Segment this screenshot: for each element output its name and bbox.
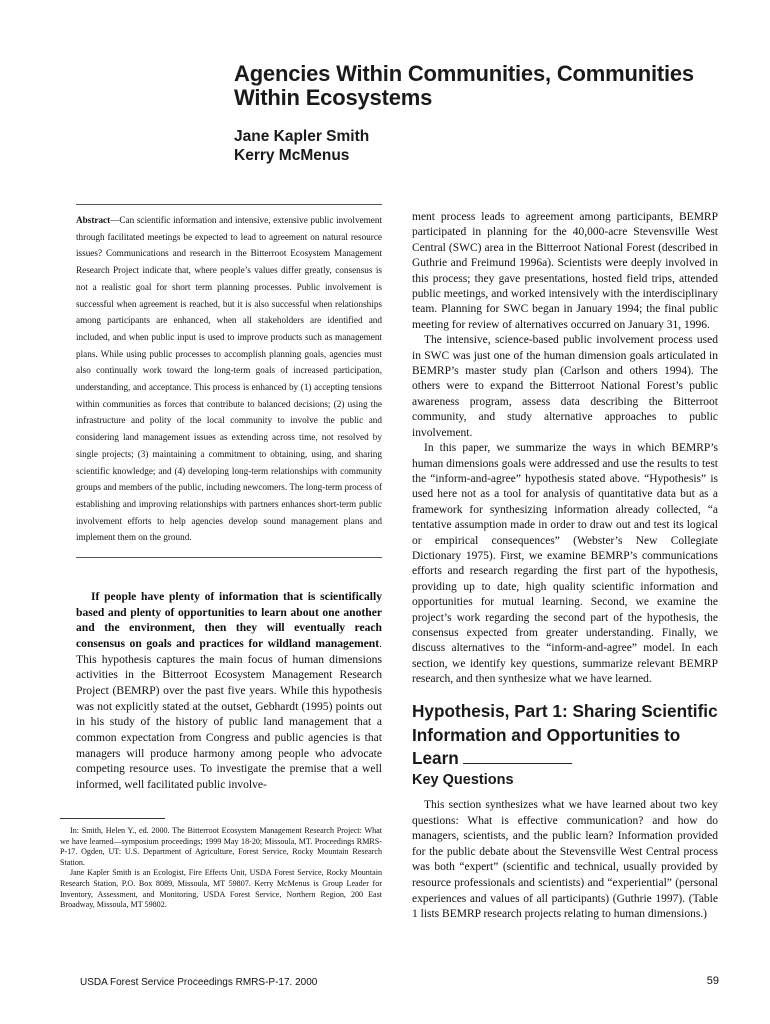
abstract-dash: — — [110, 215, 120, 225]
footer-citation: USDA Forest Service Proceedings RMRS-P-17. 2000 — [80, 977, 318, 988]
footnotes — [60, 826, 382, 911]
subsection-heading: Key Questions — [412, 772, 514, 788]
body-paragraph: This section synthesizes what we have learned about two key questions: What is effective communication? and how do managers, scientists, and the public learn? Information provided for the public debate about the Stevensville West Central process was both “expert” (scientific and technical, usually provided by resource professionals and scientists) and “experiential” (personal experiences and values of all participants) (Guthrie 1997). (Table 1 lists BEMRP research projects relating to human dimensions.) — [412, 799, 718, 921]
intro-text: . This hypothesis captures the main focus of human dimensions activities in the Bitterroot Ecosystem Management Research Project (BEMRP) over the past five years. While this hypothesis was not explicitly stated at the outset, Gebhardt (1995) points out in his study of the history of public land management that a common expectation from Congress and public agencies is that managers will produce harmony among people who advocate competing resource uses. To investigate the premise that a well informed, well facilitated public involve- — [76, 636, 382, 791]
abstract — [76, 212, 382, 546]
body-paragraph: ment process leads to agreement among participants, BEMRP participated in planning for the 40,000-acre Stevensville West Central (SWC) area in the Bitterroot National Forest (described in Guthrie and Freimund 1996a). Scientists were deeply involved in this process; they gave presentations, hosted field trips, attended public meetings, and worked intensively with the interdisciplinary team. Planning for SWC began in January 1994; the final public meeting for review of alternatives occurred on January 31, 1996. — [412, 211, 718, 331]
body-paragraph: The intensive, science-based public involvement process used in SWC was just one of the human dimension goals articulated in BEMRP’s master study plan (Carlson and others 1994). The others were to expand the Bitterroot National Forest’s public awareness program, assess data describing the Bitterroot community, and study alternative approaches to public involvement. — [412, 334, 718, 439]
section-body — [412, 798, 718, 923]
intro-paragraph — [76, 589, 382, 793]
page-number: 59 — [706, 975, 719, 987]
abstract-label: Abstract — [76, 215, 111, 225]
author-name: Jane Kapler Smith — [234, 128, 370, 145]
footnote-authors: Jane Kapler Smith is an Ecologist, Fire Effects Unit, USDA Forest Service, Rocky Mountain Research Station, P.O. Box 8089, Missoula, MT 59807. Kerry McMenus is Group Leader for Inventory, Assessment, and Monitoring, USDA Forest Service, Northern Region, 200 East Broadway, Missoula, MT 59802. — [60, 868, 382, 910]
intro-hypothesis: If people have plenty of information that is scientifically based and plenty of opportunities to learn about one another and the environment, then they will eventually reach consensus on goals and practices for wildland management — [76, 590, 382, 650]
heading-rule — [463, 747, 572, 764]
footnote-citation: In: Smith, Helen Y., ed. 2000. The Bitterroot Ecosystem Management Research Project: What we have learned—symposium proceedings; 1999 May 18-20; Missoula, MT. Proceedings RMRS-P-17. Ogden, UT: U.S. Department of Agriculture, Forest Service, Rocky Mountain Research Station. — [60, 826, 382, 867]
footnote-rule — [60, 818, 165, 819]
author-list — [234, 127, 634, 165]
abstract-text: Can scientific information and intensive, extensive public involvement through facilitated meetings be expected to lead to agreement on natural resource issues? Communications and research in the Bitterroot Ecosystem Management Research Project indicate that, where people’s values differ greatly, consensus is not a realistic goal for short term planning processes. Public involvement is successful when agreement is reached, but it is also successful when relationships among participants are enhanced, when all stakeholders are identified and included, and when public input is used to improve products such as management plans. While using public processes to accomplish planning goals, agencies must also continually work toward the long-term goals of increased participation, understanding, and acceptance. This process is enhanced by (1) accepting tensions within communities as forces that contribute to balanced decisions; (2) using the infrastructure and polity of the local community to involve the public and considering land management issues as extending across time, not resolved by single projects; (3) maintaining a commitment to obtaining, using, and sharing scientific knowledge; and (4) developing long-term relationships with community groups and members of the public, including newcomers. The long-term process of establishing and improving relationships with partners enhances short-term public involvement efforts to help agencies develop sound management plans and implement them on the ground. — [76, 215, 382, 543]
right-column-body — [412, 210, 718, 688]
body-paragraph: In this paper, we summarize the ways in which BEMRP’s human dimensions goals were addressed and use the results to test the “inform-and-agree” hypothesis stated above. “Hypothesis” is used here not as a tool for analysis of quantitative data but as a framework for synthesizing information already collected, “a tentative assumption made in order to draw out and test its logical or empirical consequences” (Webster’s New Collegiate Dictionary 1975). First, we examine BEMRP’s communications efforts and research regarding the first part of the hypothesis, providing up to date, high quality scientific information and opportunities for mutual learning. Second, we examine the project’s work regarding the second part of the hypothesis, the consensus expected from greater understanding. Finally, we discuss alternatives to the “inform-and-agree” model. In each section, we identify key questions, summarize relevant BEMRP research, and then synthesize what we have learned. — [412, 442, 718, 686]
section-heading — [412, 700, 722, 771]
section-heading-text: Hypothesis, Part 1: Sharing Scientific Information and Opportunities to Learn — [412, 701, 718, 768]
author-name: Kerry McMenus — [234, 147, 350, 164]
paper-title: Agencies Within Communities, Communities Within Ecosystems — [234, 61, 694, 110]
